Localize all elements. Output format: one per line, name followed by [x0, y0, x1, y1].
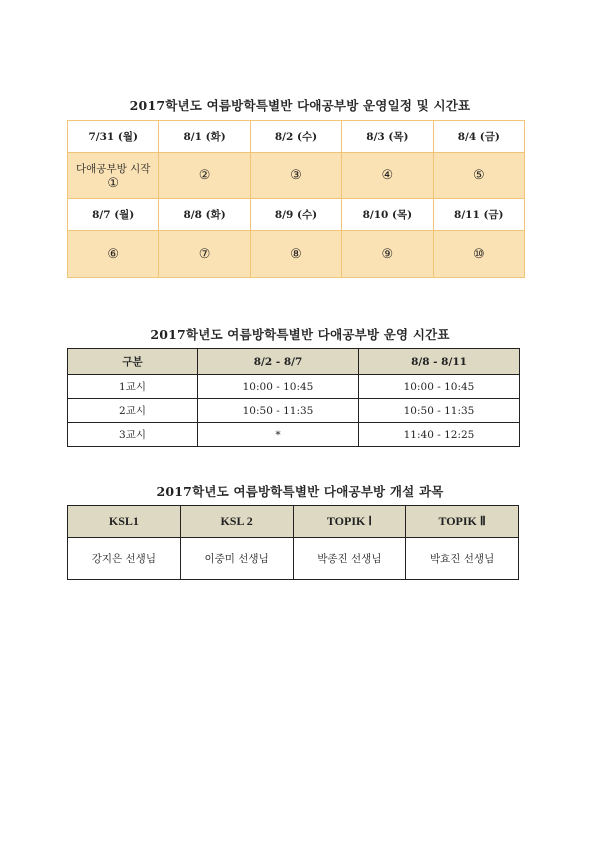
date-cell: 8/1 (화) — [159, 121, 250, 153]
session-number: ④ — [381, 168, 394, 183]
course-header: TOPIK Ⅱ — [406, 506, 519, 538]
time-cell: 10:50 - 11:35 — [359, 399, 520, 423]
calendar-week1-dates-row — [68, 121, 525, 153]
teacher-cell: 이중미 선생님 — [180, 538, 293, 580]
schedule-calendar-table — [67, 120, 525, 278]
date-cell: 7/31 (월) — [68, 121, 159, 153]
session-cell — [342, 153, 433, 199]
teacher-cell: 박효진 선생님 — [406, 538, 519, 580]
course-header: TOPIK Ⅰ — [293, 506, 406, 538]
date-cell: 8/10 (목) — [342, 199, 433, 231]
session-cell — [433, 231, 524, 278]
date-cell: 8/7 (월) — [68, 199, 159, 231]
calendar-title: 2017학년도 여름방학특별반 다애공부방 운영일정 및 시간표 — [129, 98, 471, 113]
session-cell — [68, 153, 159, 199]
session-cell — [250, 231, 341, 278]
session-number: ① — [107, 175, 120, 191]
table-row — [68, 423, 520, 447]
date-cell: 8/4 (금) — [433, 121, 524, 153]
column-header: 8/8 - 8/11 — [359, 349, 520, 375]
course-header: KSL 2 — [180, 506, 293, 538]
period-cell: 2교시 — [68, 399, 198, 423]
date-cell: 8/11 (금) — [433, 199, 524, 231]
start-label: 다애공부방 시작 — [76, 162, 151, 175]
session-number: ⑥ — [107, 246, 120, 262]
session-cell — [68, 231, 159, 278]
time-cell: 10:00 - 10:45 — [198, 375, 359, 399]
column-header: 8/2 - 8/7 — [198, 349, 359, 375]
session-number: ⑦ — [198, 246, 211, 262]
table-row — [68, 538, 519, 580]
date-cell: 8/3 (목) — [342, 121, 433, 153]
column-header: 구분 — [68, 349, 198, 375]
date-cell: 8/8 (화) — [159, 199, 250, 231]
timetable-title: 2017학년도 여름방학특별반 다애공부방 운영 시간표 — [150, 327, 450, 342]
session-number: ⑨ — [381, 246, 394, 262]
calendar-week2-dates-row — [68, 199, 525, 231]
session-number: ⑤ — [472, 168, 485, 183]
time-cell: 11:40 - 12:25 — [359, 423, 520, 447]
session-cell — [159, 231, 250, 278]
teacher-cell: 박종진 선생님 — [293, 538, 406, 580]
courses-header-row — [68, 506, 519, 538]
session-cell — [433, 153, 524, 199]
session-cell — [342, 231, 433, 278]
time-cell: 10:50 - 11:35 — [198, 399, 359, 423]
period-cell: 3교시 — [68, 423, 198, 447]
session-number: ② — [198, 168, 211, 183]
courses-title: 2017학년도 여름방학특별반 다애공부방 개설 과목 — [156, 484, 444, 499]
session-number: ⑧ — [290, 246, 302, 262]
date-cell: 8/9 (수) — [250, 199, 341, 231]
session-number: ⑩ — [472, 246, 485, 262]
table-row — [68, 375, 520, 399]
time-cell: 10:00 - 10:45 — [359, 375, 520, 399]
session-cell — [159, 153, 250, 199]
period-cell: 1교시 — [68, 375, 198, 399]
timetable-table — [67, 348, 520, 447]
timetable-header-row — [68, 349, 520, 375]
calendar-week2-sessions-row — [68, 231, 525, 278]
teacher-cell: 강지은 선생님 — [68, 538, 181, 580]
course-header: KSL1 — [68, 506, 181, 538]
time-cell: * — [198, 423, 359, 447]
table-row — [68, 399, 520, 423]
session-number: ③ — [290, 168, 302, 183]
session-cell — [250, 153, 341, 199]
calendar-week1-sessions-row — [68, 153, 525, 199]
courses-table — [67, 505, 519, 580]
date-cell: 8/2 (수) — [250, 121, 341, 153]
